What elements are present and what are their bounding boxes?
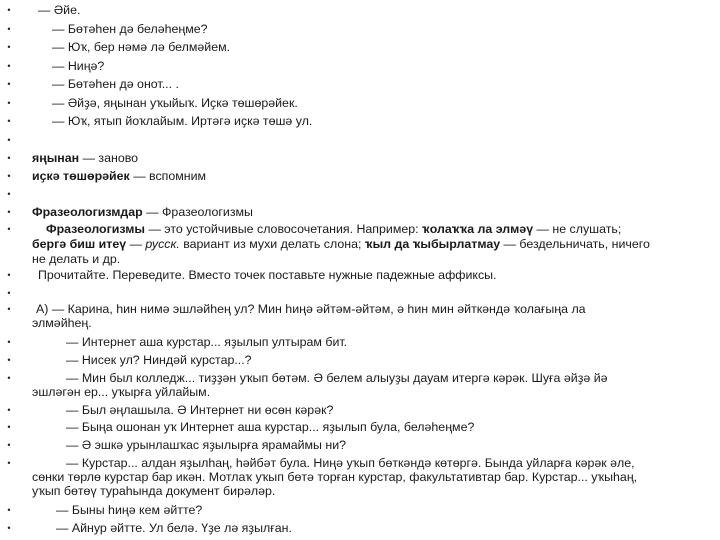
bullet: • <box>7 5 11 15</box>
bullet: • <box>7 355 11 365</box>
bullet: • <box>7 288 11 298</box>
bullet: • <box>7 458 11 468</box>
bullet: • <box>7 61 11 71</box>
bullet: • <box>7 523 11 533</box>
bullet: • <box>7 98 11 108</box>
bullet: • <box>7 116 11 126</box>
bullet: • <box>7 189 11 199</box>
bullet: • <box>7 79 11 89</box>
page: • — Әйе. • — Бөтәһен дә беләһеңме? • — Юҡ, бер нәмә лә белмәйем. • — Ниңә? • — Бөтәһен дә онот... . • — Әйҙә, яңынан уҡыйыҡ. Иҫкә төшөрәйек. • — Юҡ, ятып йоҡлайым. Иртәгә иҫкә төшә ул. • • яңынан — заново • иҫкә төшөрәйек — вспомним • • Фразеологизмдар — Фразеологизмы • Фразеологизмы — это устойчивые словосочетания. Например: ҡолаҡҡа ла элмәү — не слушать; бергә биш итеү — русск. вариант из мухи делать слона; ҡыл да ҡыбырлатмау — бездельничать, ничего не делать и др. • Прочитайте. Переведите. Вместо точек поставьте нужные падежные аффиксы. • • А) — Карина, һин нимә эшләйһең ул? Мин һиңә әйтәм-әйтәм, ә һин мин әйткәндә ҡолағыңа ла элмәйһең. • — Интернет аша курстар... яҙылып ултырам бит. • — Нисек ул? Ниндәй курстар...? • — Мин был колледж... тиҙҙән уҡып бөтәм. Ә белем алыуҙы дауам итергә кәрәк. Шуға әйҙә йә эшләгән ер... уҡырға уйлайым. • — Был әңлашыла. Ә Интернет ни өсөн кәрәк? • — Быңа ошонан уҡ Интернет аша курстар... яҙылып була, беләһеңме? • — Ә эшкә урынлашҡас яҙылырға ярамаймы ни? • — Курстар... алдан яҙылһаң, һәйбәт була. Ниңә уҡып бөткәндә көтөргә. Бында уйларға кәрәк әле, сөнки төрлө курстар бар икән. Мотлаҡ уҡып бөтә торған курстар, факультативтар бар. Курстар... уҡыһаң, уҡып бөтөү тураһында документ бирәләр. • — Быны һиңә кем әйтте? • — Айнур әйтте. Ул белә. Үҙе лә яҙылған. <box>0 0 720 540</box>
bullet: • <box>7 171 11 181</box>
bullet: • <box>7 405 11 415</box>
bullet: • <box>7 224 11 234</box>
bullet: • <box>7 373 11 383</box>
bullet: • <box>7 24 11 34</box>
bullet: • <box>7 207 11 217</box>
bullet: • <box>7 270 11 280</box>
bullet: • <box>7 337 11 347</box>
bullet: • <box>7 153 11 163</box>
bullet: • <box>7 42 11 52</box>
bullet: • <box>7 135 11 145</box>
bullet: • <box>7 440 11 450</box>
bullet: • <box>7 422 11 432</box>
bullet: • <box>7 304 11 314</box>
bullet: • <box>7 505 11 515</box>
